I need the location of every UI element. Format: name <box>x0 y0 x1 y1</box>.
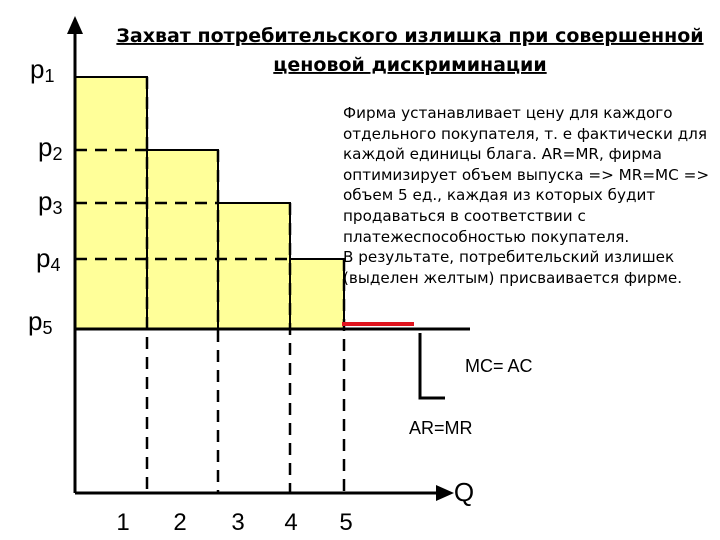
price-label-p3: p3 <box>38 186 63 218</box>
quantity-tick-5: 5 <box>339 509 353 536</box>
quantity-tick-2: 2 <box>173 509 187 536</box>
price-label-p1: p1 <box>30 54 55 86</box>
description-line: В результате, потребительский излишек <box>343 248 675 267</box>
y-axis-arrow-icon <box>67 16 83 34</box>
quantity-tick-1: 1 <box>116 509 130 536</box>
diagram-title-line-1: Захват потребительского излишка при совершенной <box>116 25 704 47</box>
ar-mr-label: AR=MR <box>409 418 473 438</box>
price-label-p2: p2 <box>38 132 63 164</box>
description-line: каждой единицы блага. AR=MR, фирма <box>343 145 662 164</box>
description-line: Фирма устанавливает цену для каждого <box>343 104 673 122</box>
surplus-step-3 <box>218 203 290 329</box>
x-axis-label: Q <box>453 477 475 507</box>
price-label-p4: p4 <box>36 243 61 275</box>
description-line: отдельного покупателя, т. е фактически для <box>343 124 708 143</box>
description-line: платежеспособностью покупателя. <box>343 227 630 246</box>
description-line: оптимизирует объем выпуска => MR=MC => <box>343 165 710 184</box>
x-axis-arrow-icon <box>436 485 454 501</box>
price-labels <box>28 54 62 338</box>
description-line: (выделен желтым) присваивается фирме. <box>343 268 683 287</box>
description-text <box>343 103 715 288</box>
description-line: объем 5 ед., каждая из которых будит <box>343 186 656 205</box>
ar-mr-curve <box>420 333 445 398</box>
surplus-step-2 <box>147 150 218 329</box>
price-label-p5: p5 <box>28 306 53 338</box>
quantity-tick-4: 4 <box>284 509 298 536</box>
surplus-step-4 <box>290 259 344 329</box>
description-line: продаваться в соответствии с <box>343 206 586 225</box>
diagram-title-line-2: ценовой дискриминации <box>273 54 547 76</box>
quantity-tick-labels <box>116 509 352 536</box>
quantity-tick-3: 3 <box>231 509 245 536</box>
mc-ac-label: MC= AC <box>465 356 533 376</box>
